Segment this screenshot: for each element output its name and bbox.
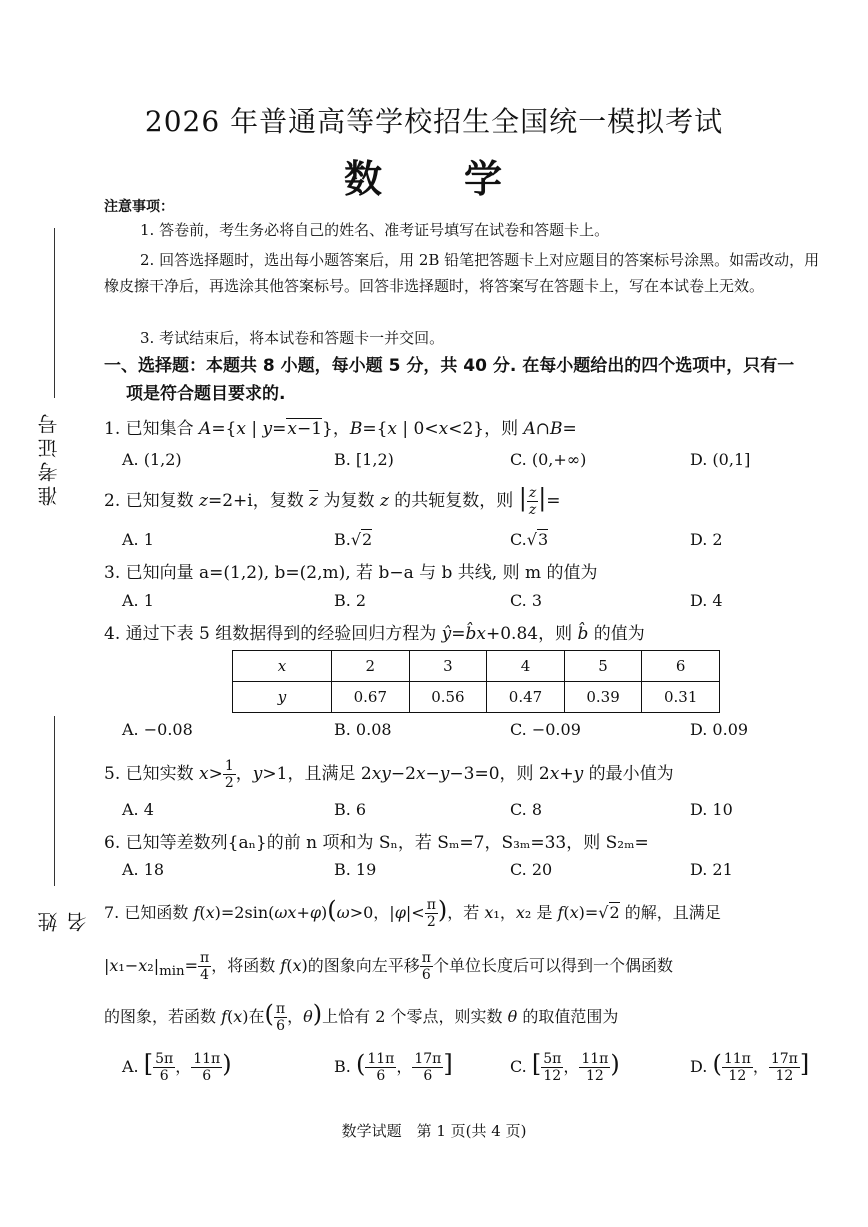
- sidebar-exam-id-label: 准考证号: [37, 410, 61, 506]
- option-c[interactable]: C. 8: [510, 800, 543, 819]
- option-a[interactable]: A. 4: [122, 800, 154, 819]
- option-c[interactable]: C. [ $\frac{5\pi}{12}$ ， $\frac{11\pi}{12}$ ): [510, 1050, 620, 1084]
- option-b[interactable]: B. [1,2): [334, 450, 394, 469]
- question-7-line-2: $|x_1-x_2|_{min}=$ $\frac{\pi}{4}$ ，将函数 f(x)的图象向左平移 $\frac{\pi}{6}$ 个单位长度后可以得到一个偶函数: [104, 950, 673, 983]
- table-row-x: [233, 651, 720, 682]
- option-a[interactable]: A. −0.08: [122, 720, 193, 739]
- option-d[interactable]: D. 10: [690, 800, 733, 819]
- question-2: 2. 已知复数 z=2+i，复数 $\overline{z}$ 为复数 z 的共轭复数，则 | $\frac{z}{z}$ |=: [104, 484, 561, 518]
- notice-item-3: 3. 考试结束后，将本试卷和答题卡一并交回。: [140, 329, 445, 347]
- option-c-label: C.: [510, 530, 527, 549]
- question-5: 5. 已知实数 x> $\frac{1}{2}$ ，y>1，且满足 2xy−2x−y−3=0，则 2x+y 的最小值为: [104, 758, 674, 791]
- section-header-line1: 一、选择题：本题共 8 小题，每小题 5 分，共 40 分. 在每小题给出的四个选项中，只有一: [104, 356, 795, 376]
- table-cell: 0.39: [564, 682, 642, 713]
- question-3: 3. 已知向量 a=(1,2), b=(2,m), 若 b−a 与 b 共线, 则 m 的值为: [104, 563, 598, 583]
- option-c[interactable]: C. −0.09: [510, 720, 581, 739]
- regression-data-table: [232, 650, 720, 713]
- option-a[interactable]: A. 1: [122, 591, 154, 610]
- option-d[interactable]: D. 21: [690, 860, 733, 879]
- option-c[interactable]: C. 3: [510, 591, 543, 610]
- notice-heading: 注意事项：: [104, 199, 174, 215]
- section-header-line2: 项是符合题目要求的.: [126, 384, 286, 404]
- table-cell: 2: [332, 651, 410, 682]
- question-1: 1. 已知集合 A={x | y=x−1}，B={x | 0<x<2}，则 A∩B=: [104, 419, 577, 439]
- option-b[interactable]: B.√2: [334, 530, 373, 549]
- table-cell: 4: [487, 651, 565, 682]
- table-cell: 0.31: [642, 682, 720, 713]
- table-header-x: x: [233, 651, 332, 682]
- option-a[interactable]: A. (1,2): [122, 450, 182, 469]
- question-6: 6. 已知等差数列{aₙ}的前 n 项和为 Sₙ，若 Sₘ=7，S₃ₘ=33，则 S₂ₘ=: [104, 833, 649, 853]
- option-d[interactable]: D. 4: [690, 591, 723, 610]
- option-a[interactable]: A. [ $\frac{5\pi}{6}$ ， $\frac{11\pi}{6}$ ): [122, 1050, 232, 1084]
- sidebar-rule-middle: [54, 716, 55, 886]
- table-cell: 3: [409, 651, 487, 682]
- option-a[interactable]: A. 18: [122, 860, 165, 879]
- table-cell: 6: [642, 651, 720, 682]
- exam-title: 2026 年普通高等学校招生全国统一模拟考试: [144, 105, 724, 138]
- option-d[interactable]: D. 2: [690, 530, 723, 549]
- table-cell: 0.56: [409, 682, 487, 713]
- option-b[interactable]: B. 6: [334, 800, 367, 819]
- question-7-options: [122, 1050, 810, 1090]
- option-b[interactable]: B. 2: [334, 591, 367, 610]
- page-footer: 数学试题 第 1 页(共 4 页): [341, 1122, 527, 1140]
- option-b[interactable]: B. ( $\frac{11\pi}{6}$ ， $\frac{17\pi}{6}$ ]: [334, 1050, 453, 1084]
- notice-item-1: 1. 答卷前，考生务必将自己的姓名、准考证号填写在试卷和答题卡上。: [140, 221, 610, 239]
- sidebar-rule-top: [54, 228, 55, 398]
- option-b[interactable]: B. 19: [334, 860, 377, 879]
- subject-title: 数 学: [343, 156, 524, 201]
- option-c[interactable]: C.√3: [510, 530, 549, 549]
- option-d[interactable]: D. 0.09: [690, 720, 749, 739]
- option-d[interactable]: D. ( $\frac{11\pi}{12}$ ， $\frac{17\pi}{12}$ ]: [690, 1050, 810, 1084]
- option-d[interactable]: D. (0,1]: [690, 450, 751, 469]
- table-header-y: y: [233, 682, 332, 713]
- table-cell: 0.47: [487, 682, 565, 713]
- question-7-line-3: 的图象，若函数 f(x)在( $\frac{\pi}{6}$ ，θ)上恰有 2 个零点，则实数 θ 的取值范围为: [104, 1000, 619, 1034]
- table-cell: 5: [564, 651, 642, 682]
- table-cell: 0.67: [332, 682, 410, 713]
- question-4: 4. 通过下表 5 组数据得到的经验回归方程为 ŷ=b̂x+0.84，则 b̂ 的值为: [104, 624, 645, 644]
- option-a[interactable]: A. 1: [122, 530, 154, 549]
- table-row-y: [233, 682, 720, 713]
- section-header: [104, 352, 826, 408]
- option-b[interactable]: B. 0.08: [334, 720, 392, 739]
- option-c[interactable]: C. (0,+∞): [510, 450, 587, 469]
- option-c[interactable]: C. 20: [510, 860, 553, 879]
- notice-item-2: 2. 回答选择题时，选出每小题答案后，用 2B 铅笔把答题卡上对应题目的答案标号涂黑。如需改动，用橡皮擦干净后，再选涂其他答案标号。回答非选择题时，将答案写在答题卡上，写在本试卷上无效。: [104, 251, 820, 295]
- sidebar-name-label: 姓名: [37, 908, 90, 932]
- option-b-label: B.: [334, 530, 351, 549]
- question-7-line-1: 7. 已知函数 f(x)=2sin(ωx+φ)(ω>0，|φ|< $\frac{\pi}{2}$ )，若 x₁，x₂ 是 f(x)=√2 的解，且满足: [104, 896, 721, 930]
